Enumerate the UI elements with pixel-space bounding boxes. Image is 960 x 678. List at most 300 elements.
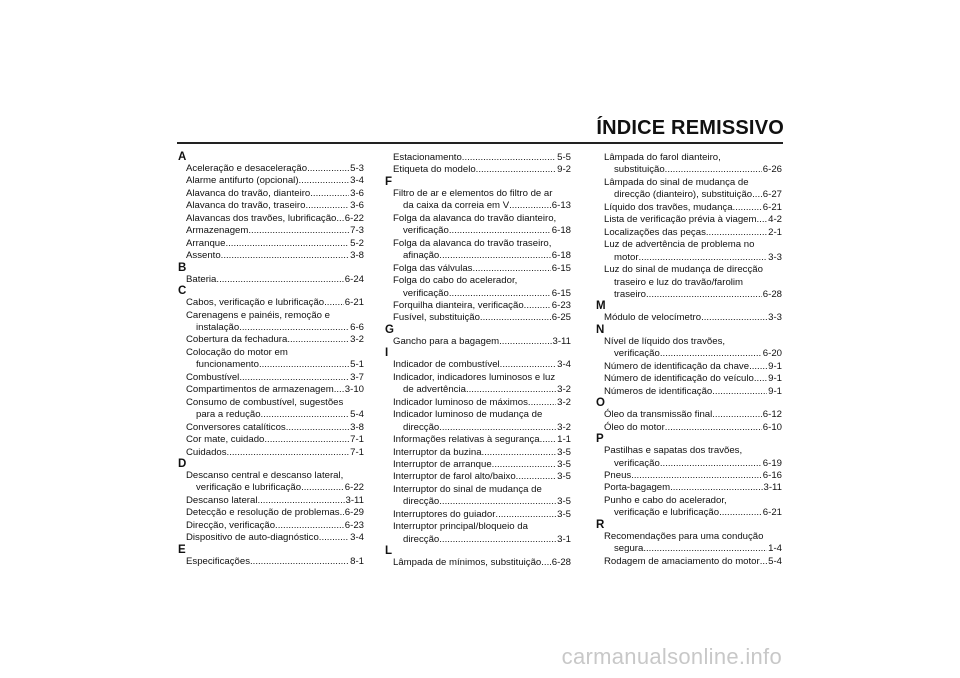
entry-text: Luz de advertência de problema no bbox=[604, 239, 755, 251]
dot-leader bbox=[492, 459, 556, 471]
dot-leader bbox=[500, 359, 556, 371]
page-reference: 3-11 bbox=[552, 335, 571, 347]
entry-text: Forquilha dianteira, verificação bbox=[393, 299, 524, 311]
page-reference: 3-2 bbox=[557, 384, 571, 396]
page-reference: 6-18 bbox=[551, 225, 571, 237]
dot-leader bbox=[239, 322, 349, 334]
dot-leader bbox=[639, 252, 768, 264]
entry-text: direcção (dianteiro), substituição bbox=[614, 189, 753, 201]
page-reference: 3-7 bbox=[350, 371, 364, 383]
page-reference: 6-15 bbox=[551, 287, 571, 299]
dot-leader bbox=[307, 163, 349, 175]
entry-text: Número de identificação do veículo bbox=[604, 373, 754, 385]
page-reference: 3-4 bbox=[557, 359, 571, 371]
dot-leader bbox=[334, 384, 344, 396]
index-entry bbox=[596, 386, 782, 398]
dot-leader bbox=[665, 164, 762, 176]
dot-leader bbox=[516, 471, 556, 483]
index-entry bbox=[385, 459, 571, 471]
dot-leader bbox=[466, 384, 556, 396]
index-entry bbox=[178, 532, 364, 544]
entry-text: Interruptor de farol alto/baixo bbox=[393, 471, 516, 483]
page-reference: 3-3 bbox=[768, 251, 782, 263]
entry-text: Carenagens e painéis, remoção e bbox=[186, 309, 330, 321]
dot-leader bbox=[248, 225, 349, 237]
dot-leader bbox=[712, 409, 762, 421]
dot-leader bbox=[439, 534, 556, 546]
index-entry bbox=[178, 434, 364, 446]
page-reference: 6-23 bbox=[344, 519, 364, 531]
entry-text: Alavanca do travão, dianteiro bbox=[186, 187, 311, 199]
page-reference: 6-10 bbox=[762, 421, 782, 433]
index-entry bbox=[385, 471, 571, 483]
page-reference: 9-2 bbox=[557, 164, 571, 176]
index-entry bbox=[596, 177, 782, 202]
page-reference: 6-23 bbox=[551, 299, 571, 311]
entry-text: Lista de verificação prévia à viagem bbox=[604, 214, 757, 226]
page-reference: 6-29 bbox=[344, 507, 364, 519]
entry-text: de advertência bbox=[403, 384, 466, 396]
page-reference: 6-22 bbox=[344, 482, 364, 494]
index-entry bbox=[178, 372, 364, 384]
entry-text: direcção bbox=[403, 496, 440, 508]
dot-leader bbox=[476, 164, 556, 176]
index-entry bbox=[596, 556, 782, 568]
dot-leader bbox=[462, 152, 556, 164]
entry-text: Óleo da transmissão final bbox=[604, 409, 713, 421]
page-reference: 3-3 bbox=[768, 312, 782, 324]
entry-text: Alavancas dos travões, lubrificação bbox=[186, 212, 337, 224]
dot-leader bbox=[499, 336, 551, 348]
entry-text: Descanso lateral bbox=[186, 494, 258, 506]
page-reference: 6-18 bbox=[551, 250, 571, 262]
index-entry bbox=[385, 164, 571, 176]
dot-leader bbox=[760, 556, 767, 568]
entry-text: Óleo do motor bbox=[604, 421, 665, 433]
entry-text: Detecção e resolução de problemas bbox=[186, 507, 340, 519]
dot-leader bbox=[250, 556, 349, 568]
page-reference: 3-1 bbox=[557, 533, 571, 545]
page-title: ÍNDICE REMISSIVO bbox=[596, 117, 784, 139]
index-entry bbox=[385, 409, 571, 434]
section-letter: N bbox=[596, 323, 605, 336]
index-entry bbox=[596, 470, 782, 482]
page-reference: 6-24 bbox=[344, 273, 364, 285]
index-entry bbox=[385, 447, 571, 459]
page-reference: 9-1 bbox=[768, 360, 782, 372]
index-entry bbox=[385, 300, 571, 312]
index-entry bbox=[178, 188, 364, 200]
dot-leader bbox=[310, 188, 349, 200]
entry-text: Lâmpada do farol dianteiro, bbox=[604, 152, 721, 163]
entry-text: Indicador, indicadores luminosos e luz bbox=[393, 371, 556, 383]
page-reference: 5-1 bbox=[350, 359, 364, 371]
page-reference: 7-1 bbox=[350, 446, 364, 458]
index-entry bbox=[596, 422, 782, 434]
entry-text: Líquido dos travões, mudança bbox=[604, 201, 733, 213]
page-reference: 8-1 bbox=[350, 555, 364, 567]
section-letter: F bbox=[385, 175, 393, 188]
page-reference: 5-2 bbox=[350, 237, 364, 249]
index-entry bbox=[596, 312, 782, 324]
index-column-3 bbox=[596, 152, 782, 568]
page-reference: 3-5 bbox=[557, 446, 571, 458]
section-letter: A bbox=[178, 151, 187, 163]
index-entry bbox=[385, 359, 571, 371]
dot-leader bbox=[524, 300, 551, 312]
dot-leader bbox=[287, 334, 349, 346]
dot-leader bbox=[757, 214, 768, 226]
index-entry bbox=[178, 347, 364, 372]
page-reference: 6-16 bbox=[762, 469, 782, 481]
page-reference: 5-3 bbox=[350, 163, 364, 174]
index-entry bbox=[178, 447, 364, 459]
page-reference: 3-4 bbox=[350, 532, 364, 544]
page-reference: 9-1 bbox=[768, 385, 782, 397]
entry-text: Folga das válvulas bbox=[393, 262, 473, 274]
dot-leader bbox=[733, 202, 762, 214]
dot-leader bbox=[264, 434, 349, 446]
section-letter: E bbox=[178, 543, 186, 556]
entry-text: Dispositivo de auto-diagnóstico bbox=[186, 532, 319, 544]
index-entry bbox=[596, 264, 782, 301]
index-entry bbox=[385, 509, 571, 521]
dot-leader bbox=[216, 274, 343, 286]
page-reference: 6-25 bbox=[551, 312, 571, 324]
dot-leader bbox=[528, 397, 556, 409]
dot-leader bbox=[670, 482, 762, 494]
dot-leader bbox=[227, 447, 350, 459]
dot-leader bbox=[259, 359, 349, 371]
dot-leader bbox=[631, 470, 762, 482]
dot-leader bbox=[701, 312, 767, 324]
page-reference: 3-8 bbox=[350, 250, 364, 262]
page-reference: 6-13 bbox=[551, 200, 571, 212]
entry-text: substituição bbox=[614, 164, 665, 176]
dot-leader bbox=[275, 520, 344, 532]
entry-text: Alavanca do travão, traseiro bbox=[186, 200, 306, 212]
page-reference: 3-11 bbox=[345, 494, 364, 506]
dot-leader bbox=[439, 250, 551, 262]
section-letter: G bbox=[385, 323, 394, 336]
page-reference: 7-1 bbox=[350, 434, 364, 446]
entry-text: Aceleração e desaceleração bbox=[186, 163, 308, 174]
page-reference: 6-15 bbox=[551, 262, 571, 274]
section-letter: O bbox=[596, 397, 605, 410]
page-reference: 4-2 bbox=[768, 214, 782, 226]
entry-text: Folga do cabo do acelerador, bbox=[393, 275, 518, 287]
entry-text: traseiro bbox=[614, 288, 646, 300]
page-reference: 6-22 bbox=[344, 212, 364, 224]
entry-text: Assento bbox=[186, 250, 221, 262]
page-reference: 3-2 bbox=[557, 396, 571, 408]
entry-text: Lâmpada de mínimos, substituição bbox=[393, 557, 542, 569]
entry-text: verificação bbox=[403, 287, 449, 299]
page-reference: 1-1 bbox=[557, 434, 571, 446]
index-entry bbox=[178, 397, 364, 422]
entry-text: verificação bbox=[403, 225, 449, 237]
dot-leader bbox=[660, 348, 762, 360]
page-reference: 6-12 bbox=[762, 409, 782, 421]
dot-leader bbox=[261, 409, 350, 421]
dot-leader bbox=[301, 482, 344, 494]
entry-text: Especificações bbox=[186, 555, 250, 567]
entry-text: Interruptor da buzina bbox=[393, 446, 482, 458]
entry-text: Informações relativas à segurança bbox=[393, 434, 540, 446]
entry-text: Lâmpada do sinal de mudança de bbox=[604, 176, 749, 188]
page-reference: 2-1 bbox=[768, 226, 782, 238]
entry-text: Arranque bbox=[186, 237, 226, 249]
entry-text: Rodagem de amaciamento do motor bbox=[604, 555, 760, 567]
section-letter: C bbox=[178, 285, 187, 298]
dot-leader bbox=[660, 458, 762, 470]
index-entry bbox=[596, 445, 782, 470]
index-column-1 bbox=[178, 152, 364, 568]
entry-text: Folga da alavanca do travão traseiro, bbox=[393, 237, 552, 249]
dot-leader bbox=[239, 372, 349, 384]
page-reference: 7-3 bbox=[350, 225, 364, 237]
dot-leader bbox=[449, 288, 551, 300]
dot-leader bbox=[665, 422, 762, 434]
page-reference: 5-5 bbox=[557, 152, 571, 163]
entry-text: Armazenagem bbox=[186, 225, 249, 237]
page-reference: 3-6 bbox=[350, 200, 364, 212]
index-entry bbox=[385, 521, 571, 546]
entry-text: da caixa da correia em V bbox=[403, 200, 510, 212]
dot-leader bbox=[749, 361, 767, 373]
page-reference: 3-5 bbox=[557, 508, 571, 520]
section-letter: D bbox=[178, 457, 187, 470]
page-reference: 3-11 bbox=[763, 482, 782, 494]
index-entry bbox=[385, 152, 571, 164]
index-entry bbox=[178, 200, 364, 212]
entry-text: Cor mate, cuidado bbox=[186, 434, 265, 446]
entry-text: Filtro de ar e elementos do filtro de ar bbox=[393, 187, 553, 199]
section-letter: M bbox=[596, 300, 606, 313]
index-entry bbox=[178, 334, 364, 346]
dot-leader bbox=[299, 175, 350, 187]
index-entry bbox=[385, 372, 571, 397]
dot-leader bbox=[509, 200, 551, 212]
index-entry bbox=[596, 361, 782, 373]
index-entry bbox=[178, 556, 364, 568]
dot-leader bbox=[286, 422, 349, 434]
entry-text: Porta-bagagem bbox=[604, 482, 671, 494]
index-entry bbox=[596, 373, 782, 385]
index-entry bbox=[596, 409, 782, 421]
page-reference: 3-5 bbox=[557, 458, 571, 470]
entry-text: Luz do sinal de mudança de direcção bbox=[604, 264, 763, 276]
index-entry bbox=[178, 225, 364, 237]
entry-text: Recomendações para uma condução bbox=[604, 530, 764, 542]
entry-text: direcção bbox=[403, 533, 440, 545]
entry-text: Etiqueta do modelo bbox=[393, 164, 476, 176]
entry-text: segura bbox=[614, 543, 644, 555]
entry-text: Indicador luminoso de máximos bbox=[393, 396, 528, 408]
page-reference: 6-19 bbox=[762, 457, 782, 469]
page-reference: 3-2 bbox=[350, 334, 364, 346]
entry-text: Estacionamento bbox=[393, 152, 462, 163]
dot-leader bbox=[754, 373, 767, 385]
index-entry bbox=[385, 557, 571, 569]
entry-text: funcionamento bbox=[196, 359, 259, 371]
entry-text: Cabos, verificação e lubrificação bbox=[186, 297, 325, 309]
index-entry bbox=[596, 239, 782, 264]
page-reference: 3-10 bbox=[344, 384, 364, 396]
entry-text: Cobertura da fechadura bbox=[186, 334, 288, 346]
index-entry bbox=[178, 297, 364, 309]
index-entry bbox=[178, 520, 364, 532]
title-rule bbox=[177, 142, 783, 144]
entry-text: Pastilhas e sapatas dos travões, bbox=[604, 445, 743, 457]
index-entry bbox=[178, 213, 364, 225]
entry-text: Direcção, verificação bbox=[186, 519, 276, 531]
dot-leader bbox=[646, 289, 762, 301]
entry-text: motor bbox=[614, 251, 639, 263]
index-entry bbox=[178, 175, 364, 187]
entry-text: Localizações das peças bbox=[604, 226, 706, 238]
page-reference: 6-26 bbox=[762, 164, 782, 176]
dot-leader bbox=[712, 386, 767, 398]
dot-leader bbox=[305, 200, 349, 212]
page-reference: 3-5 bbox=[557, 471, 571, 483]
dot-leader bbox=[439, 422, 556, 434]
section-letter: L bbox=[385, 545, 393, 558]
index-entry bbox=[178, 470, 364, 495]
page-reference: 6-21 bbox=[762, 201, 782, 213]
entry-text: Alarme antifurto (opcional) bbox=[186, 175, 299, 187]
index-entry bbox=[178, 274, 364, 286]
entry-text: direcção bbox=[403, 421, 440, 433]
index-entry bbox=[596, 495, 782, 520]
index-entry bbox=[178, 250, 364, 262]
dot-leader bbox=[482, 447, 557, 459]
index-entry bbox=[385, 213, 571, 238]
index-entry bbox=[178, 310, 364, 335]
dot-leader bbox=[643, 543, 767, 555]
dot-leader bbox=[706, 227, 767, 239]
page-reference: 6-6 bbox=[350, 321, 364, 333]
page-reference: 3-6 bbox=[350, 187, 364, 199]
dot-leader bbox=[324, 297, 344, 309]
entry-text: Indicador de combustível bbox=[393, 359, 500, 371]
index-entry bbox=[385, 484, 571, 509]
index-entry bbox=[596, 227, 782, 239]
entry-text: traseiro e luz do travão/farolim bbox=[614, 276, 744, 288]
entry-text: Punho e cabo do acelerador, bbox=[604, 494, 727, 506]
entry-text: Compartimentos de armazenagem bbox=[186, 384, 334, 396]
dot-leader bbox=[439, 496, 556, 508]
index-entry bbox=[385, 312, 571, 324]
index-entry bbox=[385, 275, 571, 300]
page-reference: 6-20 bbox=[762, 348, 782, 360]
index-entry bbox=[178, 422, 364, 434]
entry-text: Combustível bbox=[186, 371, 240, 383]
page-reference: 6-28 bbox=[762, 288, 782, 300]
dot-leader bbox=[495, 509, 556, 521]
section-letter: I bbox=[385, 347, 389, 360]
entry-text: Conversores catalíticos bbox=[186, 421, 286, 433]
index-entry bbox=[596, 202, 782, 214]
entry-text: verificação bbox=[614, 457, 660, 469]
entry-text: afinação bbox=[403, 250, 440, 262]
entry-text: Folga da alavanca do travão dianteiro, bbox=[393, 212, 557, 224]
index-entry bbox=[596, 336, 782, 361]
dot-leader bbox=[719, 507, 762, 519]
page-reference: 3-5 bbox=[557, 496, 571, 508]
entry-text: Interruptores do guiador bbox=[393, 508, 496, 520]
entry-text: Consumo de combustível, sugestões bbox=[186, 396, 344, 408]
section-letter: P bbox=[596, 433, 604, 446]
dot-leader bbox=[472, 263, 550, 275]
index-entry bbox=[385, 188, 571, 213]
entry-text: Módulo de velocímetro bbox=[604, 312, 702, 324]
entry-text: Pneus bbox=[604, 469, 632, 481]
index-entry bbox=[385, 434, 571, 446]
dot-leader bbox=[257, 495, 344, 507]
dot-leader bbox=[221, 250, 349, 262]
entry-text: Interruptor principal/bloqueio da bbox=[393, 521, 528, 533]
entry-text: Bateria bbox=[186, 273, 217, 285]
page-reference: 6-21 bbox=[762, 507, 782, 519]
entry-text: Colocação do motor em bbox=[186, 346, 288, 358]
entry-text: Descanso central e descanso lateral, bbox=[186, 469, 344, 481]
entry-text: instalação bbox=[196, 321, 240, 333]
entry-text: Gancho para a bagagem bbox=[393, 335, 500, 347]
dot-leader bbox=[449, 225, 551, 237]
entry-text: verificação e lubrificação bbox=[614, 507, 720, 519]
index-entry bbox=[385, 238, 571, 263]
entry-text: Fusível, substituição bbox=[393, 312, 480, 324]
section-letter: R bbox=[596, 518, 605, 531]
page-reference: 3-8 bbox=[350, 421, 364, 433]
section-letter: B bbox=[178, 261, 187, 274]
entry-text: Números de identificação bbox=[604, 385, 713, 397]
index-entry bbox=[385, 397, 571, 409]
entry-text: Interruptor de arranque bbox=[393, 458, 492, 470]
dot-leader bbox=[319, 532, 349, 544]
dot-leader bbox=[225, 238, 349, 250]
page-reference: 6-21 bbox=[344, 297, 364, 309]
entry-text: Nível de líquido dos travões, bbox=[604, 335, 726, 347]
page-reference: 1-4 bbox=[768, 543, 782, 555]
dot-leader bbox=[541, 557, 551, 569]
page-reference: 3-2 bbox=[557, 421, 571, 433]
dot-leader bbox=[336, 213, 343, 225]
entry-text: Interruptor do sinal de mudança de bbox=[393, 483, 542, 495]
index-entry bbox=[178, 507, 364, 519]
page-reference: 5-4 bbox=[350, 409, 364, 421]
index-entry bbox=[385, 336, 571, 348]
page-reference: 3-4 bbox=[350, 175, 364, 187]
watermark: carmanualsonline.info bbox=[561, 644, 782, 669]
entry-text: Indicador luminoso de mudança de bbox=[393, 409, 543, 421]
index-entry bbox=[385, 263, 571, 275]
index-column-2 bbox=[385, 152, 571, 570]
index-entry bbox=[596, 152, 782, 177]
index-entry bbox=[178, 163, 364, 175]
index-entry bbox=[178, 495, 364, 507]
page-reference: 9-1 bbox=[768, 373, 782, 385]
index-entry bbox=[596, 531, 782, 556]
entry-text: verificação e lubrificação bbox=[196, 482, 302, 494]
page-reference: 6-27 bbox=[762, 189, 782, 201]
entry-text: Cuidados bbox=[186, 446, 227, 458]
dot-leader bbox=[752, 189, 762, 201]
index-entry bbox=[178, 238, 364, 250]
page-reference: 6-28 bbox=[551, 557, 571, 569]
index-entry bbox=[596, 482, 782, 494]
